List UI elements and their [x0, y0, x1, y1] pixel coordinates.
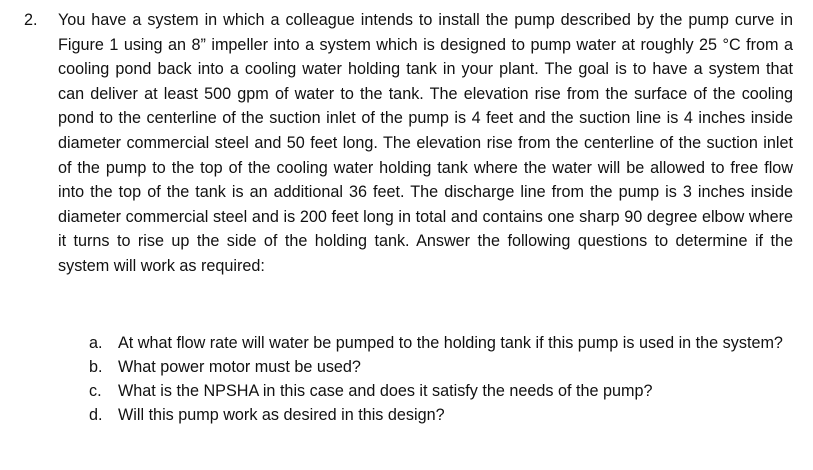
question-list [89, 331, 789, 427]
question-item-d [89, 403, 789, 427]
problem-block [24, 8, 799, 279]
question-item-a [89, 331, 789, 355]
question-item-c [89, 379, 789, 403]
question-text: Will this pump work as desired in this design? [118, 406, 445, 424]
problem-number: 2. [24, 11, 38, 29]
question-letter: a. [89, 334, 103, 352]
question-text: At what flow rate will water be pumped to the holding tank if this pump is used in the system? [118, 334, 783, 352]
question-letter: b. [89, 358, 103, 376]
question-text: What is the NPSHA in this case and does it satisfy the needs of the pump? [118, 382, 653, 400]
question-text: What power motor must be used? [118, 358, 361, 376]
question-letter: c. [89, 382, 102, 400]
question-item-b [89, 355, 789, 379]
problem-statement: You have a system in which a colleague intends to install the pump described by the pump curve in Figure 1 using an 8” impeller into a system which is designed to pump water at roughly 25 °C from a cooling pond back into a cooling water holding tank in your plant. The goal is to have a system that can deliver at least 500 gpm of water to the tank. The elevation rise from the surface of the cooling pond to the centerline of the suction inlet of the pump is 4 feet and the suction line is 4 inches inside diameter commercial steel and 50 feet long. The elevation rise from the centerline of the suction inlet of the pump to the top of the cooling water holding tank where the water will be allowed to free flow into the top of the tank is an additional 36 feet. The discharge line from the pump is 3 inches inside diameter commercial steel and is 200 feet long in total and contains one sharp 90 degree elbow where it turns to rise up the side of the holding tank. Answer the following questions to determine if the system will work as required: [58, 11, 793, 275]
question-letter: d. [89, 406, 103, 424]
